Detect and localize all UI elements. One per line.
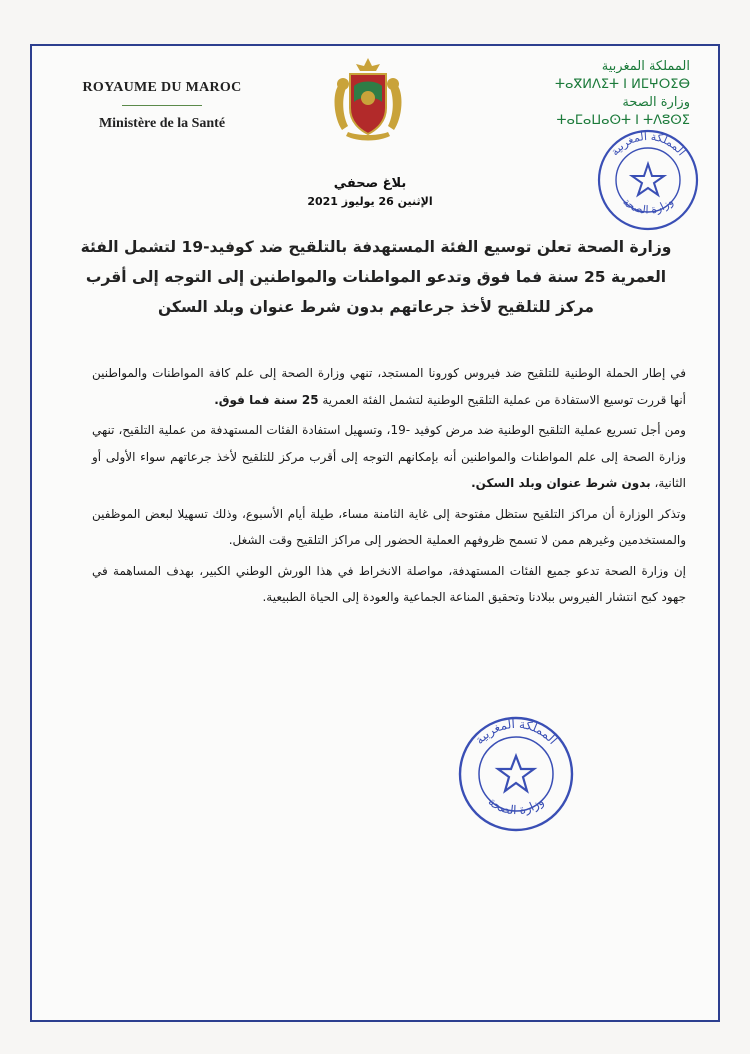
press-release-heading (260, 176, 480, 208)
press-release-title: بلاغ صحفي (333, 176, 407, 191)
ministry-title-ar: وزارة الصحة (622, 95, 690, 110)
stamp2-bottom-text: وزارة الصحة (485, 794, 547, 818)
kingdom-title-ar: المملكة المغربية (601, 59, 690, 74)
ministry-stamp-bottom (456, 714, 576, 834)
coat-of-arms-icon (328, 56, 408, 146)
paragraph-1-text: في إطار الحملة الوطنية للتلقيح ضد فيروس كورونا المستجد، تنهي وزارة الصحة إلى علم كافة المواطنات والمواطنين أنها قررت توسيع الاستفادة من عملية التلقيح الوطنية لتشمل الفئة العمرية (92, 366, 686, 407)
paragraph-2-emphasis: بدون شرط عنوان وبلد السكن. (471, 476, 651, 490)
french-header (62, 80, 262, 132)
ministry-stamp-top (596, 128, 700, 232)
press-release-date: الإثنين 26 يوليوز 2021 (307, 195, 433, 208)
ministry-title-tifinagh: ⵜⴰⵎⴰⵡⴰⵙⵜ ⵏ ⵜⴷⵓⵙⵉ (556, 113, 690, 128)
stamp2-top-text: المملكة المغربية (472, 716, 560, 747)
kingdom-title-tifinagh: ⵜⴰⴳⵍⴷⵉⵜ ⵏ ⵍⵎⵖⵔⵉⴱ (554, 77, 690, 92)
kingdom-title-fr: ROYAUME DU MAROC (82, 80, 242, 95)
paragraph-1 (92, 360, 686, 413)
paragraph-3: وتذكر الوزارة أن مراكز التلقيح ستظل مفتوحة إلى غاية الثامنة مساء، طيلة أيام الأسبوع، وذلك تسهيلا لبعض الموظفين والمستخدمين وغيرهم ممن لا تسمح ظروفهم العملية الحضور إلى مراكز التلقيح وقت الشغل. (92, 506, 686, 547)
stamp-top-text: المملكة المغربية (608, 129, 689, 159)
header-divider (122, 105, 202, 106)
headline: وزارة الصحة تعلن توسيع الفئة المستهدفة بالتلقيح ضد كوفيد-19 لتشمل الفئة العمرية 25 سنة فما فوق وتدعو المواطنات والمواطنين إلى التوجه إلى أقرب مركز للتلقيح لأخذ جرعاتهم بدون شرط عنوان وبلد السكن (80, 238, 672, 316)
paragraph-4: إن وزارة الصحة تدعو جميع الفئات المستهدفة، مواصلة الانخراط في هذا الورش الوطني الكبير، بهدف المساهمة في جهود كبح انتشار الفيروس ببلادنا وتحقيق المناعة الجماعية والعودة إلى الحياة الطبيعية. (92, 563, 686, 604)
paragraph-1-emphasis: 25 سنة فما فوق. (214, 392, 319, 407)
document-body (92, 360, 686, 615)
paragraph-2 (92, 417, 686, 497)
ministry-title-fr: Ministère de la Santé (98, 116, 226, 131)
stamp-bottom-text: وزارة الصحة (620, 195, 676, 217)
paragraph-2-text: ومن أجل تسريع عملية التلقيح الوطنية ضد مرض كوفيد -19، وتسهيل استفادة الفئات المستهدفة من عملية التلقيح، تنهي وزارة الصحة إلى علم المواطنات والمواطنين أنه بإمكانهم التوجه إلى أقرب مركز للتلقيح لأخذ جرعاتهم سواء الأولى أو الثانية، (92, 423, 686, 490)
arabic-header (490, 58, 690, 130)
